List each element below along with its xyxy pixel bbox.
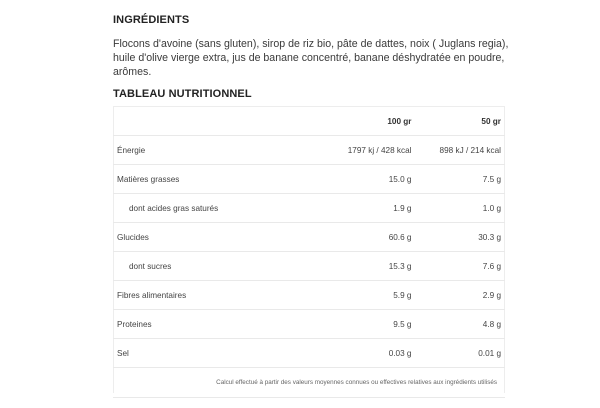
value-100g: 15.0 g [323, 165, 415, 194]
value-50g: 1.0 g [415, 194, 505, 223]
header-100g: 100 gr [323, 107, 415, 136]
ingredients-line: huile d'olive vierge extra, jus de banane concentré, banane déshydratée en poudre, [113, 52, 505, 64]
nutrient-label: Proteines [113, 310, 323, 339]
value-100g: 1.9 g [323, 194, 415, 223]
value-100g: 15.3 g [323, 252, 415, 281]
table-row [113, 136, 505, 165]
table-row [113, 252, 505, 281]
value-100g: 5.9 g [323, 281, 415, 310]
ingredients-heading: INGRÉDIENTS [113, 14, 190, 26]
value-50g: 7.6 g [415, 252, 505, 281]
value-50g: 0.01 g [415, 339, 505, 368]
table-header-row [113, 107, 505, 136]
value-100g: 0.03 g [323, 339, 415, 368]
value-100g: 1797 kj / 428 kcal [323, 136, 415, 165]
value-100g: 9.5 g [323, 310, 415, 339]
table-row [113, 339, 505, 368]
nutrient-label: dont sucres [113, 252, 323, 281]
nutrient-label: Sel [113, 339, 323, 368]
nutrient-label: Matières grasses [113, 165, 323, 194]
table-footnote: Calcul effectué à partir des valeurs moyennes connues ou effectives relatives aux ingrédients utilisés [113, 368, 505, 398]
table-row [113, 310, 505, 339]
ingredients-line: arômes. [113, 66, 152, 78]
ingredients-line: Flocons d'avoine (sans gluten), sirop de riz bio, pâte de dattes, noix ( Juglans regia), [113, 38, 509, 50]
value-50g: 4.8 g [415, 310, 505, 339]
nutrient-label: Énergie [113, 136, 323, 165]
nutrient-label: dont acides gras saturés [113, 194, 323, 223]
header-nutrient [113, 107, 323, 136]
nutrition-heading: TABLEAU NUTRITIONNEL [113, 88, 252, 100]
value-50g: 898 kJ / 214 kcal [415, 136, 505, 165]
nutrition-table [113, 106, 505, 398]
nutrient-label: Fibres alimentaires [113, 281, 323, 310]
header-50g: 50 gr [415, 107, 505, 136]
value-50g: 7.5 g [415, 165, 505, 194]
table-note-row [113, 368, 505, 398]
value-100g: 60.6 g [323, 223, 415, 252]
table-row [113, 223, 505, 252]
ingredients-text [113, 37, 509, 79]
nutrient-label: Glucides [113, 223, 323, 252]
table-row [113, 165, 505, 194]
value-50g: 2.9 g [415, 281, 505, 310]
value-50g: 30.3 g [415, 223, 505, 252]
table-row [113, 281, 505, 310]
table-row [113, 194, 505, 223]
